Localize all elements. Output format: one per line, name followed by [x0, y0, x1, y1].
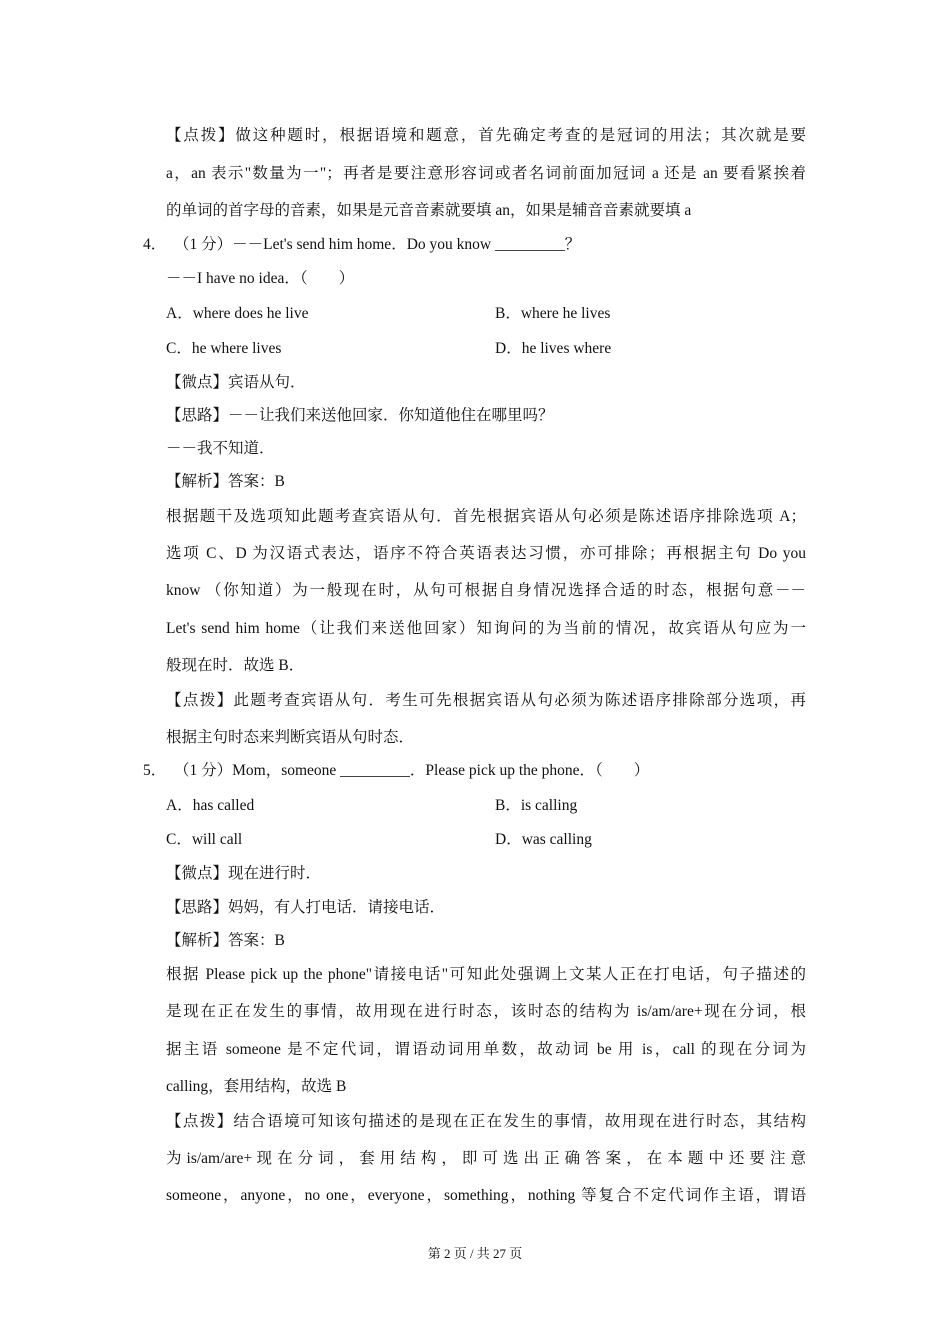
- question-5-jiexi: 【解析】答案：B: [166, 932, 285, 949]
- question-4-number: 4．: [143, 236, 167, 253]
- question-4-tip: 【点拨】此题考查宾语从句．考生可先根据宾语从句必须为陈述语序排除部分选项，再: [166, 692, 806, 709]
- tip-line: 【点拨】做这种题时，根据语境和题意，首先确定考查的是冠词的用法；其次就是要: [166, 127, 806, 144]
- page-footer: 第 2 页 / 共 27 页: [427, 1246, 523, 1261]
- question-4-stem-reply: －－I have no idea．（ ）: [166, 270, 355, 287]
- question-5-option-d: D．was calling: [495, 831, 592, 848]
- question-4-stem: （1 分）－－Let's send him home．Do you know _________？: [174, 236, 581, 253]
- question-4-explanation: 根据题干及选项知此题考查宾语从句．首先根据宾语从句必须是陈述语序排除选项 A；: [166, 508, 806, 525]
- question-4-explanation: Let's send him home（让我们来送他回家）知询问的为当前的情况，故宾语从句应为一: [166, 620, 806, 637]
- question-4-silu-2: －－我不知道．: [166, 440, 275, 457]
- question-5-tip: someone，anyone，no one，everyone，something，nothing 等复合不定代词作主语，谓语: [166, 1187, 806, 1204]
- question-5-option-a: A．has called: [166, 797, 255, 814]
- question-4-option-a: A．where does he live: [166, 305, 309, 322]
- question-5-tip: 【点拨】结合语境可知该句描述的是现在正在发生的事情，故用现在进行时态，其结构: [166, 1113, 806, 1130]
- question-4-option-b: B．where he lives: [495, 305, 611, 322]
- question-4-option-c: C．he where lives: [166, 340, 282, 357]
- question-4-weidian: 【微点】宾语从句．: [166, 374, 306, 391]
- question-5-option-b: B．is calling: [495, 797, 578, 814]
- question-5-explanation: 根据 Please pick up the phone"请接电话"可知此处强调上文某人正在打电话，句子描述的: [166, 966, 806, 983]
- question-4-silu: 【思路】－－让我们来送他回家．你知道他住在哪里吗？: [166, 407, 554, 424]
- question-5-explanation: 是现在正在发生的事情，故用现在进行时态，该时态的结构为 is/am/are+现在分词，根: [166, 1003, 806, 1020]
- question-5-number: 5．: [143, 762, 167, 779]
- tip-line: a，an 表示"数量为一"；再者是要注意形容词或者名词前面加冠词 a 还是 an 要看紧挨着: [166, 165, 806, 182]
- question-5-stem: （1 分）Mom，someone _________．Please pick up the phone．（ ）: [174, 762, 650, 779]
- question-5-weidian: 【微点】现在进行时．: [166, 865, 322, 882]
- question-5-option-c: C．will call: [166, 831, 243, 848]
- question-4-explanation: 般现在时．故选 B．: [166, 657, 305, 674]
- question-4-explanation: know （你知道）为一般现在时，从句可根据自身情况选择合适的时态，根据句意－－: [166, 582, 806, 599]
- question-5-explanation: calling，套用结构，故选 B: [166, 1078, 347, 1095]
- question-4-explanation: 选项 C、D 为汉语式表达，语序不符合英语表达习惯，亦可排除；再根据主句 Do you: [166, 545, 806, 562]
- question-4-option-d: D．he lives where: [495, 340, 612, 357]
- question-4-jiexi: 【解析】答案：B: [166, 473, 285, 490]
- tip-line: 的单词的首字母的音素，如果是元音音素就要填 an，如果是辅音音素就要填 a: [166, 202, 692, 219]
- question-5-tip: 为 is/am/are+ 现 在 分 词 ， 套 用 结 构 ， 即 可 选 出 正 确 答 案 ， 在 本 题 中 还 要 注 意: [166, 1150, 806, 1167]
- question-4-tip: 根据主句时态来判断宾语从句时态．: [166, 729, 415, 746]
- question-5-explanation: 据主语 someone 是不定代词，谓语动词用单数，故动词 be 用 is，call 的现在分词为: [166, 1041, 806, 1058]
- question-5-silu: 【思路】妈妈，有人打电话．请接电话．: [166, 899, 446, 916]
